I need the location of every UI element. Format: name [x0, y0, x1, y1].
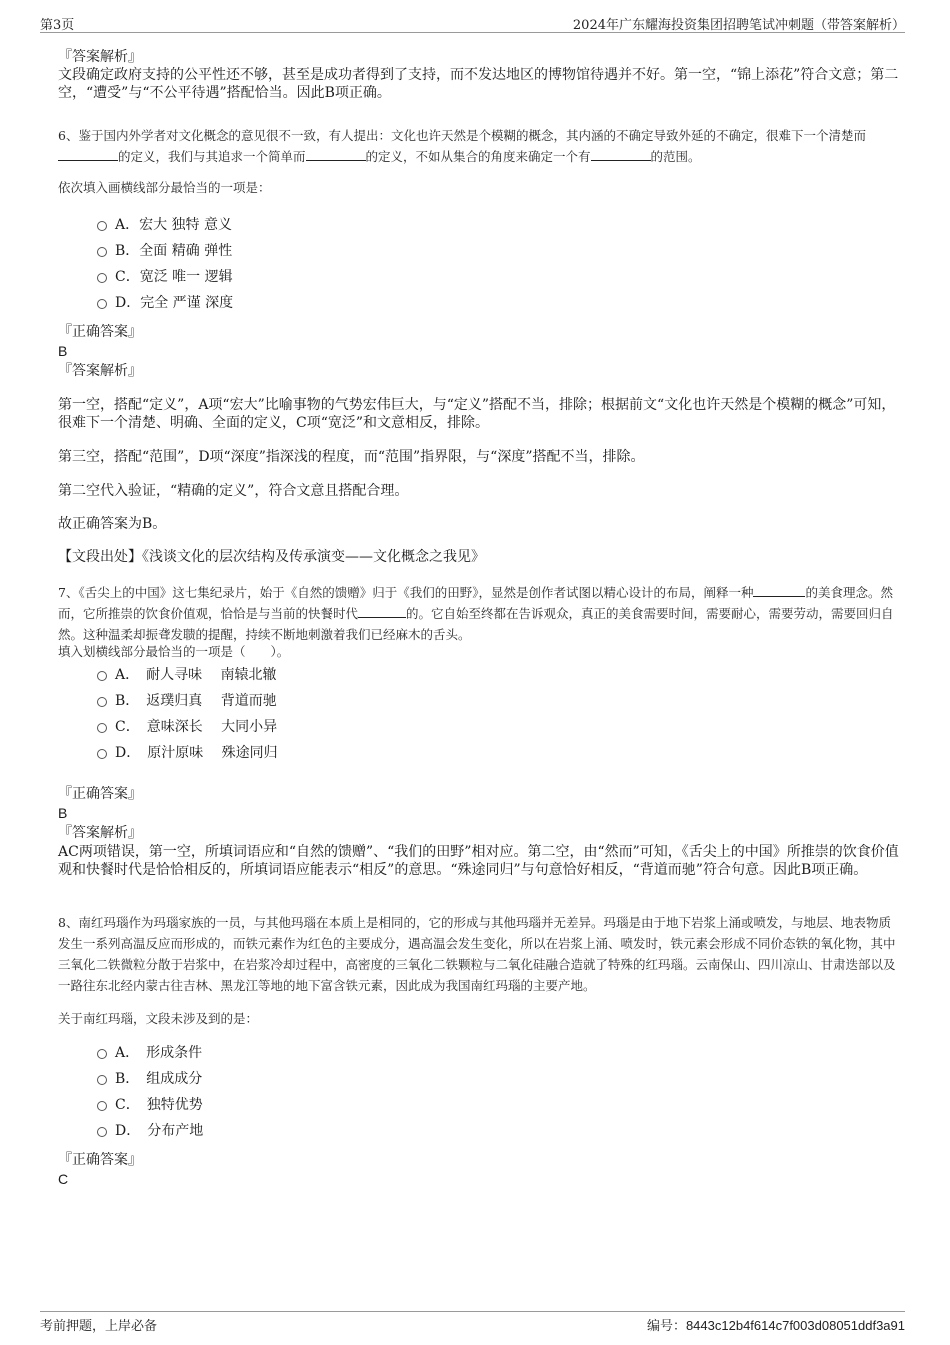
q8-option-d[interactable]: D． 分布产地: [97, 1122, 203, 1140]
q7-prompt: 填入划横线部分最恰当的一项是（ ）。: [58, 644, 290, 659]
q6-stem: 6、鉴于国内外学者对文化概念的意见很不一致，有人提出：文化也许天然是个模糊的概念，其内涵的不确定导致外延的不确定，很难下一个清楚而的定义，我们与其追求一个简单而 的定义，不如从集合的角度来确定一个有 的范围。: [58, 128, 866, 164]
page-number: 第3页: [40, 18, 75, 33]
q6-answer-label: 『正确答案』: [58, 324, 142, 340]
radio-icon[interactable]: [97, 697, 107, 707]
radio-icon[interactable]: [97, 749, 107, 759]
q6-prompt: 依次填入画横线部分最恰当的一项是：: [58, 180, 271, 195]
q6-blank-3: [591, 146, 651, 161]
q7-option-b[interactable]: B． 返璞归真 背道而驰: [97, 692, 277, 710]
document-title: 2024年广东耀海投资集团招聘笔试冲刺题（带答案解析）: [572, 18, 905, 33]
q6-option-d[interactable]: D．完全 严谨 深度: [97, 294, 233, 312]
q6-answer: B: [58, 343, 68, 359]
q7-blank-1: [753, 582, 805, 597]
q7-analysis: AC两项错误，第一空，所填词语应和“自然的馈赠”、“我们的田野”相对应。第二空，由“然而”可知，《舌尖上的中国》所推崇的饮食价值观和快餐时代是恰恰相反的，所填词语应能表示“相反”的意思。“殊途同归”与句意恰好相反，“背道而驰”符合句意。因此B项正确。: [58, 844, 899, 878]
radio-icon[interactable]: [97, 1101, 107, 1111]
q8-option-b[interactable]: B． 组成成分: [97, 1070, 202, 1088]
q6-blank-2: [306, 146, 366, 161]
q6-source: 【文段出处】《浅谈文化的层次结构及传承演变——文化概念之我见》: [58, 549, 485, 565]
q8-prompt: 关于南红玛瑙，文段未涉及到的是：: [58, 1011, 259, 1026]
document-id: 编号：8443c12b4f614c7f003d08051ddf3a91: [646, 1318, 905, 1333]
radio-icon[interactable]: [97, 273, 107, 283]
q7-stem: 7、《舌尖上的中国》这七集纪录片，始于《自然的馈赠》归于《我们的田野》，显然是创作者试图以精心设计的布局，阐释一种 的美食理念。然而，它所推崇的饮食价值观，恰恰是与当前的快餐时代 的。它自始至终都在告诉观众，真正的美食需要时间，需要耐心，需要劳动，需要回归自然。这种温柔却振聋发聩的提醒，持续不断地刺激着我们已经麻木的舌头。: [58, 582, 900, 645]
radio-icon[interactable]: [97, 247, 107, 257]
q7-blank-2: [358, 603, 406, 618]
q8-answer: C: [58, 1171, 69, 1187]
q8-stem: 8、南红玛瑙作为玛瑙家族的一员，与其他玛瑙在本质上是相同的，它的形成与其他玛瑙并无差异。玛瑙是由于地下岩浆上涌或喷发，与地层、地表物质发生一系列高温反应而形成的，而铁元素作为红色的主要成分，遇高温会发生变化，所以在岩浆上涌、喷发时，铁元素会形成不同价态铁的氧化物，其中三氧化二铁微粒分散于岩浆中，在岩浆冷却过程中，高密度的三氧化二铁颗粒与二氧化硅融合造就了特殊的红玛瑙。云南保山、四川凉山、甘肃迭部以及一路往东北经内蒙古往吉林、黑龙江等地的地下富含铁元素，因此成为我国南红玛瑙的主要产地。: [58, 915, 896, 993]
q7-answer-label: 『正确答案』: [58, 786, 142, 802]
q6-option-b[interactable]: B．全面 精确 弹性: [97, 242, 232, 260]
q7-option-a[interactable]: A． 耐人寻味 南辕北辙: [97, 666, 277, 684]
q6-analysis-3: 第二空代入验证，“精确的定义”，符合文意且搭配合理。: [58, 483, 409, 499]
q7-option-c[interactable]: C． 意味深长 大同小异: [97, 718, 277, 736]
q6-analysis-label: 『答案解析』: [58, 363, 142, 379]
q8-option-c[interactable]: C． 独特优势: [97, 1096, 203, 1114]
q6-analysis-1: 第一空，搭配“定义”，A项“宏大”比喻事物的气势宏伟巨大，与“定义”搭配不当，排除；根据前文“文化也许天然是个模糊的概念”可知，很难下一个清楚、明确、全面的定义，C项“宽泛”和文意相反，排除。: [58, 397, 896, 431]
q6-option-c[interactable]: C．宽泛 唯一 逻辑: [97, 268, 233, 286]
q8-answer-label: 『正确答案』: [58, 1152, 142, 1168]
q7-option-d[interactable]: D． 原汁原味 殊途同归: [97, 744, 278, 762]
radio-icon[interactable]: [97, 1127, 107, 1137]
radio-icon[interactable]: [97, 1049, 107, 1059]
q6-analysis-4: 故正确答案为B。: [58, 516, 167, 532]
q6-analysis-2: 第三空，搭配“范围”，D项“深度”指深浅的程度，而“范围”指界限，与“深度”搭配不当，排除。: [58, 449, 645, 465]
q8-option-a[interactable]: A． 形成条件: [97, 1044, 202, 1062]
q7-analysis-label: 『答案解析』: [58, 825, 142, 841]
q7-answer: B: [58, 805, 68, 821]
page-header: [40, 10, 905, 33]
page-footer: [40, 1311, 905, 1336]
radio-icon[interactable]: [97, 723, 107, 733]
radio-icon[interactable]: [97, 1075, 107, 1085]
prev-analysis-label: 『答案解析』: [58, 49, 142, 65]
q6-blank-1: [58, 146, 118, 161]
radio-icon[interactable]: [97, 299, 107, 309]
q6-option-a[interactable]: A．宏大 独特 意义: [97, 216, 232, 234]
footer-slogan: 考前押题，上岸必备: [40, 1319, 158, 1334]
prev-analysis-text: 文段确定政府支持的公平性还不够，甚至是成功者得到了支持，而不发达地区的博物馆待遇并不好。第一空，“锦上添花”符合文意；第二空，“遭受”与“不公平待遇”搭配恰当。因此B项正确。: [58, 67, 899, 101]
radio-icon[interactable]: [97, 671, 107, 681]
radio-icon[interactable]: [97, 221, 107, 231]
